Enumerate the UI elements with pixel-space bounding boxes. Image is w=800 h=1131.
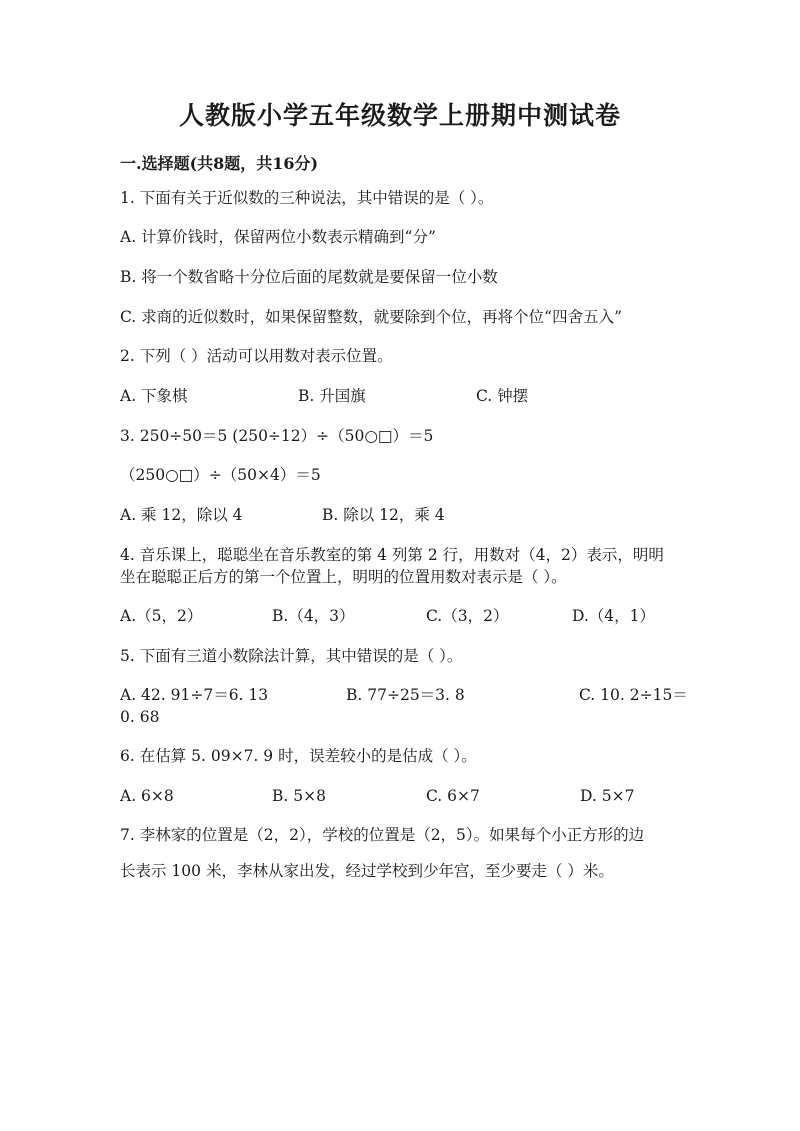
question-5-option-c-continued: 0. 68 [120, 708, 160, 726]
question-4-option-b: B.（4，3） [272, 607, 355, 625]
question-3-option-a: A. 乘 12，除以 4 [120, 506, 243, 524]
question-5-option-c: C. 10. 2÷15＝ [579, 686, 688, 704]
page-title: 人教版小学五年级数学上册期中测试卷 [178, 101, 621, 130]
question-2-option-c: C. 钟摆 [476, 387, 529, 405]
question-2-stem: 2. 下列（ ）活动可以用数对表示位置。 [120, 347, 393, 365]
section-heading: 一.选择题(共8题，共16分) [120, 154, 319, 173]
question-3-option-b: B. 除以 12，乘 4 [322, 506, 445, 524]
question-1-option-c: C. 求商的近似数时，如果保留整数，就要除到个位，再将个位“四舍五入” [120, 308, 623, 326]
question-6-option-c: C. 6×7 [426, 787, 480, 805]
question-1-stem: 1. 下面有关于近似数的三种说法，其中错误的是（ ）。 [120, 189, 494, 207]
question-1-option-a: A. 计算价钱时，保留两位小数表示精确到“分” [120, 228, 436, 246]
question-4-option-d: D.（4，1） [572, 607, 656, 625]
question-7-stem-2: 长表示 100 米，李林从家出发，经过学校到少年宫，至少要走（ ）米。 [120, 862, 614, 880]
question-5-option-b: B. 77÷25＝3. 8 [346, 686, 465, 704]
question-5-stem: 5. 下面有三道小数除法计算，其中错误的是（ ）。 [120, 647, 463, 665]
question-2-option-b: B. 升国旗 [298, 387, 366, 405]
question-4-option-c: C.（3，2） [426, 607, 509, 625]
question-7-stem: 7. 李林家的位置是（2，2），学校的位置是（2，5）。如果每个小正方形的边 [120, 826, 645, 844]
question-6-stem: 6. 在估算 5. 09×7. 9 时，误差较小的是估成（ ）。 [120, 747, 477, 765]
question-3-stem: 3. 250÷50＝5 (250÷12）÷（50○□）＝5 [120, 427, 434, 445]
question-6-option-a: A. 6×8 [120, 787, 174, 805]
question-6-option-b: B. 5×8 [272, 787, 326, 805]
question-6-option-d: D. 5×7 [580, 787, 635, 805]
question-4-stem: 4. 音乐课上，聪聪坐在音乐教室的第 4 列第 2 行，用数对（4，2）表示，明明 [120, 546, 664, 564]
question-4-stem-2: 坐在聪聪正后方的第一个位置上，明明的位置用数对表示是（ ）。 [120, 568, 567, 586]
question-3-stem-2: （250○□）÷（50×4）＝5 [120, 466, 321, 484]
question-1-option-b: B. 将一个数省略十分位后面的尾数就是要保留一位小数 [120, 268, 498, 286]
question-2-option-a: A. 下象棋 [120, 387, 188, 405]
question-4-option-a: A.（5，2） [120, 607, 203, 625]
question-5-option-a: A. 42. 91÷7＝6. 13 [120, 686, 269, 704]
